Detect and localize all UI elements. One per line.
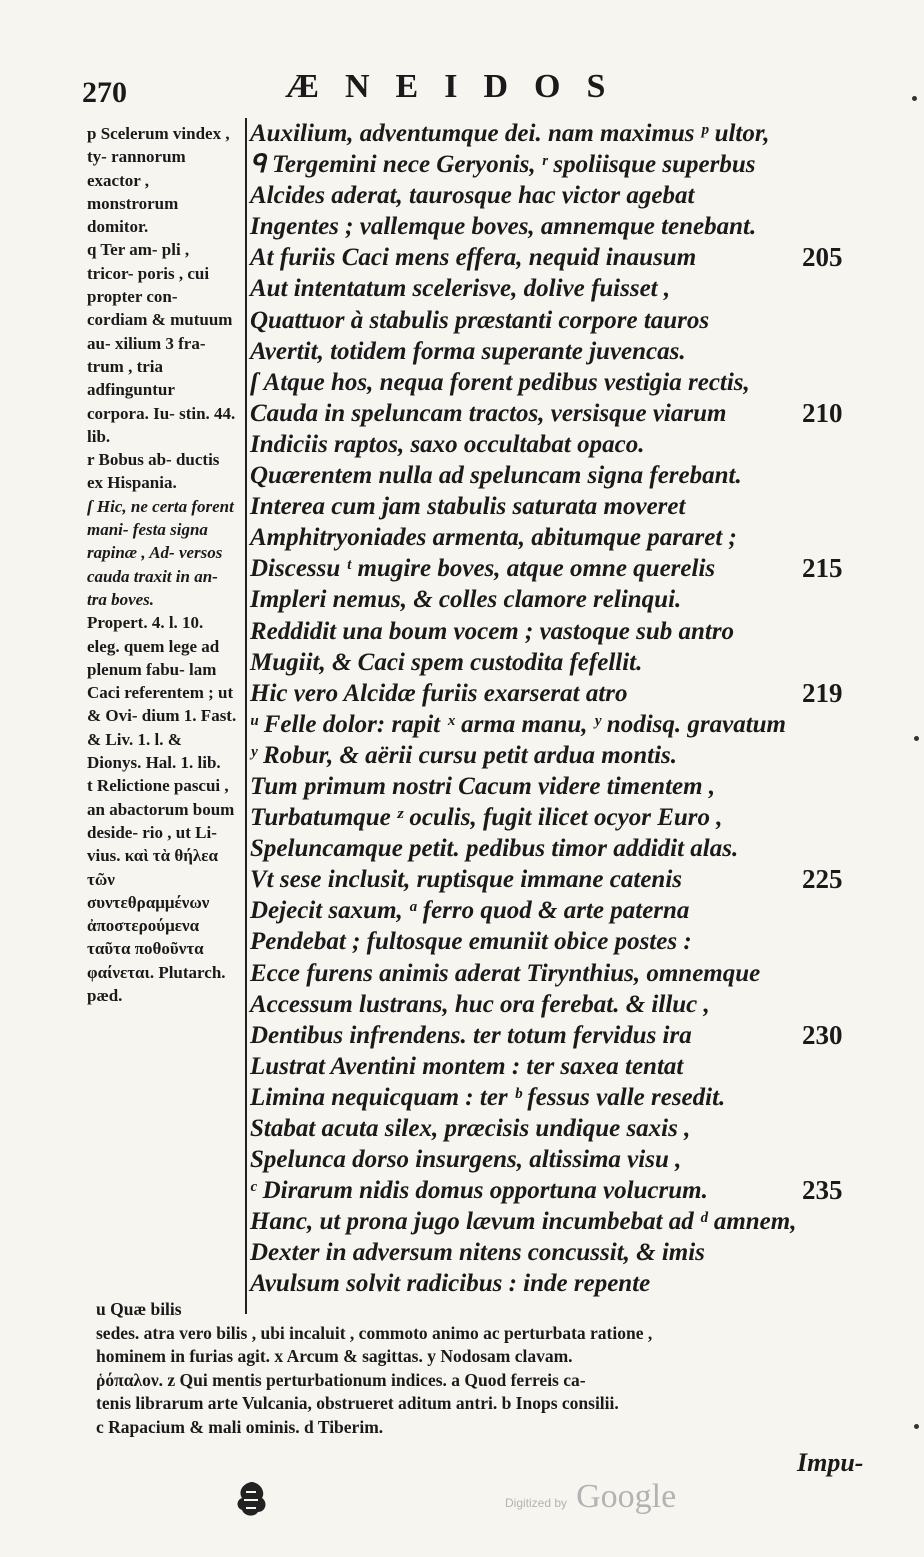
verse-text: Reddidit una boum vocem ; vastoque sub antro bbox=[250, 617, 735, 645]
verse-text: Speluncamque petit. pedibus timor addidit alas. bbox=[250, 835, 739, 863]
verse-text: Avulsum solvit radicibus : inde repente bbox=[250, 1270, 651, 1298]
verse-line bbox=[250, 1268, 870, 1299]
verse-text: Indiciis raptos, saxo occultabat opaco. bbox=[250, 430, 645, 458]
verse-text: Vt sese inclusit, ruptisque immane catenis bbox=[250, 866, 682, 894]
verse-line bbox=[250, 1051, 870, 1082]
verse-line bbox=[250, 180, 870, 211]
verse-text: Hanc, ut prona jugo lævum incumbebat ad ᵈ amnem, bbox=[250, 1208, 797, 1236]
verse-line bbox=[250, 336, 870, 367]
verse-text: Aut intentatum scelerisve, dolive fuisset , bbox=[250, 275, 671, 303]
verse-text: Pendebat ; fultosque emuniit obice postes : bbox=[250, 928, 692, 956]
verse-text: Cauda in speluncam tractos, versisque viarum bbox=[250, 399, 727, 427]
verse-line bbox=[250, 926, 870, 957]
verse-line bbox=[250, 522, 870, 553]
verse-text: Mugiit, & Caci spem custodita fefellit. bbox=[250, 648, 643, 676]
verse-block bbox=[250, 118, 870, 1300]
verse-number: 219 bbox=[802, 677, 843, 708]
verse-text: Limina nequicquam : ter ᵇ fessus valle resedit. bbox=[250, 1083, 726, 1111]
verse-line bbox=[250, 367, 870, 398]
footnote-line: ῥόπαλον. z Qui mentis perturbationum indices. a Quod ferreis ca- bbox=[96, 1369, 586, 1390]
footnote-line: hominem in furias agit. x Arcum & sagittas. y Nodosam clavam. bbox=[96, 1346, 573, 1366]
ornament-icon bbox=[232, 1478, 270, 1520]
verse-text: Quattuor à stabulis præstanti corpore tauros bbox=[250, 306, 710, 334]
verse-text: ᵘ Felle dolor: rapit ˣ arma manu, ʸ nodisq. gravatum bbox=[250, 710, 786, 738]
verse-text: Ingentes ; vallemque boves, amnemque tenebant. bbox=[250, 213, 757, 241]
verse-number: 215 bbox=[802, 553, 843, 584]
verse-text: Ecce furens animis aderat Tirynthius, omnemque bbox=[250, 959, 761, 987]
catchword: Impu- bbox=[797, 1448, 864, 1477]
verse-text: Alcides aderat, taurosque hac victor agebat bbox=[250, 182, 695, 210]
watermark-prefix: Digitized by bbox=[505, 1496, 568, 1510]
verse-line bbox=[250, 429, 870, 460]
verse-text: Hic vero Alcidæ furiis exarserat atro bbox=[250, 679, 628, 707]
column-rule bbox=[245, 118, 247, 1314]
verse-line bbox=[250, 118, 870, 149]
verse-line bbox=[250, 242, 870, 273]
verse-text: Tum primum nostri Cacum videre timentem , bbox=[250, 772, 716, 800]
verse-line bbox=[250, 833, 870, 864]
footnote-line: u Quæ bilis bbox=[96, 1299, 182, 1319]
verse-line bbox=[250, 149, 870, 180]
verse-text: Accessum lustrans, huc ora ferebat. & illuc , bbox=[250, 990, 710, 1018]
verse-text: Interea cum jam stabulis saturata moveret bbox=[250, 493, 686, 521]
verse-text: Avertit, totidem forma superante juvencas. bbox=[250, 337, 686, 365]
verse-line bbox=[250, 958, 870, 989]
verse-text: Discessu ᵗ mugire boves, atque omne querelis bbox=[250, 555, 716, 583]
verse-text: Amphitryoniades armenta, abitumque pararet ; bbox=[250, 524, 737, 552]
verse-line bbox=[250, 1113, 870, 1144]
verse-text: Stabat acuta silex, præcisis undique saxis , bbox=[250, 1115, 691, 1142]
verse-number: 205 bbox=[802, 242, 843, 273]
verse-number: 235 bbox=[802, 1175, 843, 1206]
margin-notes bbox=[87, 122, 239, 1007]
verse-text: At furiis Caci mens effera, nequid inausum bbox=[250, 244, 697, 272]
footnote-line: tenis librarum arte Vulcania, obstrueret aditum antri. b Inops consilii. bbox=[96, 1393, 619, 1413]
verse-line bbox=[250, 584, 870, 615]
verse-line bbox=[250, 1237, 870, 1268]
verse-text: ʸ Robur, & aërii cursu petit ardua montis. bbox=[250, 741, 678, 769]
verse-text: Impleri nemus, & colles clamore relinqui. bbox=[250, 586, 682, 614]
footnote-line: c Rapacium & mali ominis. d Tiberim. bbox=[96, 1416, 384, 1437]
verse-text: Dejecit saxum, ᵃ ferro quod & arte paterna bbox=[250, 897, 690, 925]
margin-note: Propert. 4. l. 10. eleg. quem lege ad plenum fabu- lam Caci referentem ; ut & Ovi- dium 1. Fast. & Liv. 1. l. & Dionys. Hal. 1. lib. bbox=[87, 613, 237, 773]
verse-line bbox=[250, 460, 870, 491]
verse-text: Quærentem nulla ad speluncam signa ferebant. bbox=[250, 462, 742, 490]
verse-line bbox=[250, 273, 870, 304]
verse-text: ᑫ Tergemini nece Geryonis, ʳ spoliisque superbus bbox=[250, 151, 756, 179]
verse-line bbox=[250, 740, 870, 771]
verse-line bbox=[250, 771, 870, 802]
footnote-line: sedes. atra vero bilis , ubi incaluit , commoto animo ac perturbata ratione , bbox=[96, 1322, 653, 1343]
verse-line bbox=[250, 1206, 870, 1237]
verse-number: 210 bbox=[802, 397, 843, 428]
verse-line bbox=[250, 1082, 870, 1113]
verse-text: ſ Atque hos, nequa forent pedibus vestigia rectis, bbox=[250, 368, 750, 396]
verse-line bbox=[250, 989, 870, 1020]
margin-note: ſ Hic, ne certa forent mani- festa signa rapinæ , Ad- versos cauda traxit in an- tra boves. bbox=[87, 496, 234, 609]
verse-line bbox=[250, 864, 870, 895]
verse-number: 225 bbox=[802, 864, 843, 895]
verse-line bbox=[250, 398, 870, 429]
edge-mark bbox=[914, 736, 919, 741]
verse-text: Auxilium, adventumque dei. nam maximus ᵖ ultor, bbox=[250, 120, 770, 147]
margin-note: r Bobus ab- ductis ex Hispania. bbox=[87, 450, 220, 493]
margin-note: t Relictione pascui , an abactorum boum deside- rio , ut Li- vius. καὶ τὰ θήλεα τῶν συντεθραμμένων ἀποστερούμενα ταῦτα ποθοῦντα φαίνεται. Plutarch. pæd. bbox=[87, 776, 235, 1005]
verse-line bbox=[250, 1020, 870, 1051]
verse-line bbox=[250, 647, 870, 678]
verse-text: Spelunca dorso insurgens, altissima visu , bbox=[250, 1146, 682, 1174]
margin-note: q Ter am- pli , tricor- poris , cui propter con- cordiam & mutuum au- xilium 3 fra- trum , tria adfinguntur corpora. Iu- stin. 44. lib. bbox=[87, 240, 236, 446]
verse-text: Lustrat Aventini montem : ter saxea tentat bbox=[250, 1052, 684, 1080]
verse-line bbox=[250, 1175, 870, 1206]
digitization-watermark bbox=[505, 1478, 676, 1516]
verse-line bbox=[250, 802, 870, 833]
verse-line bbox=[250, 1144, 870, 1175]
running-head: ÆNEIDOS bbox=[285, 68, 632, 105]
verse-line bbox=[250, 895, 870, 926]
verse-line bbox=[250, 305, 870, 336]
verse-text: Dentibus infrendens. ter totum fervidus ira bbox=[250, 1021, 692, 1049]
verse-text: Turbatumque ᶻ oculis, fugit ilicet ocyor Euro , bbox=[250, 804, 723, 832]
verse-line bbox=[250, 678, 870, 709]
verse-line bbox=[250, 616, 870, 647]
verse-number: 230 bbox=[802, 1019, 843, 1050]
footnotes bbox=[96, 1298, 876, 1439]
page-number: 270 bbox=[82, 76, 127, 109]
margin-note: p Scelerum vindex , ty- rannorum exactor , monstrorum domitor. bbox=[87, 124, 230, 237]
verse-line bbox=[250, 709, 870, 740]
verse-line bbox=[250, 553, 870, 584]
google-logo: Google bbox=[576, 1478, 677, 1515]
verse-line bbox=[250, 211, 870, 242]
edge-mark bbox=[912, 96, 917, 101]
verse-text: ᶜ Dirarum nidis domus opportuna volucrum. bbox=[250, 1177, 708, 1205]
verse-text: Dexter in adversum nitens concussit, & imis bbox=[250, 1239, 705, 1267]
verse-line bbox=[250, 491, 870, 522]
edge-mark bbox=[914, 1424, 919, 1429]
